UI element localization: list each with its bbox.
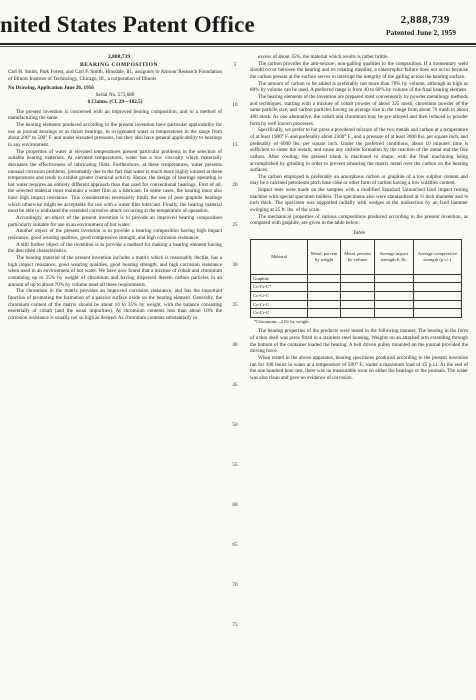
table-cell	[413, 283, 461, 292]
paragraph: The chromium in the matrix provides an improved corrosion resistance, and has the important function of promoting the formation of a passive surface oxide on the bearing element. Generally, the chromium content of the matrix should be about 10 to 35% by weight, with the balance consisting essentially of cobalt (and the usual impurities). At chromium contents less than about 10% the corrosion resistance is usually not so high as desired. As chromium contents substantially in	[8, 288, 222, 321]
office-title: nited States Patent Office	[0, 12, 255, 37]
table-cell	[413, 274, 461, 283]
table-row	[251, 283, 462, 292]
patent-no-line: 2,888,739	[107, 54, 131, 60]
patent-number: 2,888,739	[400, 14, 450, 26]
line-number: 40	[232, 342, 238, 348]
table-header-cell: Metal, percent by weight	[308, 239, 341, 274]
left-column	[8, 54, 222, 322]
line-number: 15	[232, 142, 238, 148]
paragraph: The properties of water at elevated temperatures present particular problems in the selection of suitable bearing materials. At elevated temperatures, water has a low viscosity which materially decreases the effectiveness of lubricating films. Furthermore, at these temperatures, water presents unusual corrosion problems, presumably due to the fact that water is much more highly ionized at these temperatures and tends to exhibit greater chemical activity. Hence, the design of bearings operating in hot water requires an entirely different approach than that used for conventional bearings. First of all, the selected material must maintain a water film as a lubricant. In some cases, the bearing must also have high impact resistance. This consideration necessarily limits the use of pure graphite bearings which otherwise might be acceptable for use with a water film lubricant. Finally, the bearing material must be able to withstand the extended corrosive attack occurring at the temperature of operation.	[8, 148, 222, 215]
table-title: Table	[352, 230, 366, 237]
table-cell	[341, 291, 375, 300]
table-footnote: *Chromium—21% by weight.	[254, 318, 310, 324]
line-number: 45	[232, 382, 238, 388]
table-cell	[374, 309, 413, 318]
paragraph: The carbon provides the anti-seizure, non-galling qualities to the composition. If a momentary weld should occur between the bearing and its rotating member, a catastrophic failure does not occur because the carbon present at the surface serves to interrupt the integrity of the galling across the bearing surface.	[250, 60, 468, 80]
table-cell	[308, 291, 341, 300]
table-cell	[413, 309, 461, 318]
table-row	[251, 274, 462, 283]
header-rule-thin	[0, 46, 476, 47]
paragraph: The amount of carbon to be added is preferably not more than 70% by volume, although as high as 80% by volume can be used. A preferred range is from 40 to 60% by volume of the final bearing element.	[250, 80, 468, 94]
table-cell	[341, 274, 375, 283]
table-cell	[341, 309, 375, 318]
line-number: 10	[232, 102, 238, 108]
line-number: 60	[232, 502, 238, 508]
table-cell	[308, 274, 341, 283]
right-column	[250, 54, 468, 382]
paragraph: The bearing material of the present invention includes a matrix which is reasonably ductile, has a high impact resistance, good wearing qualities, good bearing strength, and high corrosion resistance when used in an environment of hot water. We have now found that a mixture of cobalt and chromium containing up to 35% by weight of chromium and having dispersed therein carbon particles in an amount of up to about 70% by volume meet all these requirements.	[8, 255, 222, 288]
table-row	[251, 309, 462, 318]
paragraph: The bearing elements produced according to the present invention have particular applicability for use as journal bearings or as thrust bearings, in oxygenated water at temperatures in the range from about 200° to 500° F. and under elevated pressures, but they also have general applicability to bearings in any environment.	[8, 121, 222, 148]
table-cell: Co-Cr-C	[251, 309, 308, 318]
line-number: 75	[232, 622, 238, 628]
paragraph: excess of about 35%, the material which results is rather brittle.	[258, 54, 389, 60]
paragraph: The mechanical properties of various compositions produced according to the present invention, as compared with graphite, are given in the table below:	[250, 213, 468, 227]
paragraph: Impact tests were made on the samples with a modified Standard Unnotched Izod impact testing machine with special specimen holders. The specimens also were standardized at ½ inch diameter and ¾ inch thick. The specimen was supported radially with wedges at the midsection by an Izod hammer swinging at 25 ft. lbs. of the scale.	[250, 187, 468, 214]
line-number: 5	[233, 62, 237, 68]
paragraph: Specifically, we prefer to hot press a powdered mixture of the two metals and carbon at a temperature of at least 1900° F. and preferably about 2300° F., and a pressure of at least 3000 lbs. per square inch, and preferably of 6000 lbs. per square inch. Under the preferred conditions, about 10 minutes' time is sufficient to sinter the metals, and cause any carbide formation by the reaction of the metal and the free carbon. After cooling, the pressed blank is machined to shape, with the final machining being accomplished by grinding in order to prevent smearing the matrix metal over the carbon on the bearing surfaces.	[250, 127, 468, 174]
serial-line: Serial No. 573,688	[95, 92, 135, 99]
table-cell	[308, 300, 341, 309]
paragraph: The present invention is concerned with an improved bearing composition, and to a method of manufacturing the same.	[8, 108, 222, 122]
table-cell	[341, 300, 375, 309]
properties-table	[250, 239, 462, 318]
patent-date: Patented June 2, 1959	[386, 28, 456, 37]
table-header-cell: Metal, percent by volume	[341, 239, 375, 274]
table-cell	[413, 291, 461, 300]
table-cell	[413, 300, 461, 309]
line-numbers	[226, 54, 244, 674]
application-line: No Drawing. Application June 26, 1956	[8, 84, 94, 91]
line-number: 65	[232, 542, 238, 548]
paragraph: The bearing elements of the invention are prepared most conveniently by powder metallurgy methods and techniques, starting with a mixture of cobalt powder of about 325 mesh, chromium powder of the same particle size, and carbon particles having an average size in the range from about 70 mesh to about 400 mesh. As one alternative, the cobalt and chromium may be pre-alloyed and then reduced to powder form by well known processes.	[250, 93, 468, 127]
paragraph: The bearing properties of the products were tested in the following manner. The bearing in the form of a thin shell was press fitted in a stainless steel housing. Weights on an attached arm extending through the bottom of the container loaded the bearing. A belt driven pulley mounted on the journal provided the driving force.	[250, 328, 468, 355]
table-header-cell: Average impact strength ft.-lb.	[374, 239, 413, 274]
table-header-row	[251, 239, 462, 274]
claims-line: 6 Claims. (Cl. 29—182.5)	[87, 98, 143, 105]
table-cell: Graphite	[251, 274, 308, 283]
line-number: 30	[232, 262, 238, 268]
line-number: 70	[232, 582, 238, 588]
table-cell	[374, 274, 413, 283]
table-cell	[374, 283, 413, 292]
paragraph: When tested in the above apparatus, bearing specimens produced according to the present invention ran for 100 hours in water at a temperature of 500° F., under a maximum load of 45 p.s.i. At the end of the one hundred hour test, there was no measurable wear on either the bearings or the journals. The water was also clean and gave no evidence of corrosion.	[250, 354, 468, 381]
paragraph: Accordingly, an object of the present invention is to provide an improved bearing composition particularly suitable for use in an environment of hot water.	[8, 215, 222, 228]
table-cell	[374, 291, 413, 300]
line-number: 55	[232, 462, 238, 468]
table-cell	[308, 283, 341, 292]
table-cell: Co-Cr-C	[251, 291, 308, 300]
table-cell	[341, 283, 375, 292]
table-header-cell: Average compressive strength (p.s.i.)	[413, 239, 461, 274]
paragraph: A still further object of the invention is to provide a method for making a bearing element having the described characteristics.	[8, 241, 222, 255]
header-rule	[0, 43, 476, 45]
table-row	[251, 300, 462, 309]
line-number: 20	[232, 182, 238, 188]
table-cell: Co-Cr-C	[251, 300, 308, 309]
table-cell	[374, 300, 413, 309]
inventors: Carl H. Smith, Park Forest, and Carl F. Smith, Hinsdale, Ill., assignors to Armour Research Foundation of Illinois Institute of Technology, Chicago, Ill., a corporation of Illinois	[8, 69, 222, 82]
paragraph: Another object of the present invention is to provide a bearing composition having high impact resistance, good wearing qualities, good compressive strength, and high corrosion resistance.	[8, 228, 222, 242]
table-row	[251, 291, 462, 300]
line-number: 35	[232, 302, 238, 308]
line-number: 25	[232, 222, 238, 228]
table-header-cell: Material	[251, 239, 308, 274]
table-cell: Co-Cr-C*	[251, 283, 308, 292]
invention-title: BEARING COMPOSITION	[79, 61, 159, 68]
patent-header	[0, 12, 476, 40]
line-number: 50	[232, 422, 238, 428]
paragraph: The carbon employed is preferably an amorphous carbon or graphite of a low sulphur content and may be a calcined petroleum pitch base coke or other form of carbon having a low volatiles content.	[250, 173, 468, 187]
table-cell	[308, 309, 341, 318]
